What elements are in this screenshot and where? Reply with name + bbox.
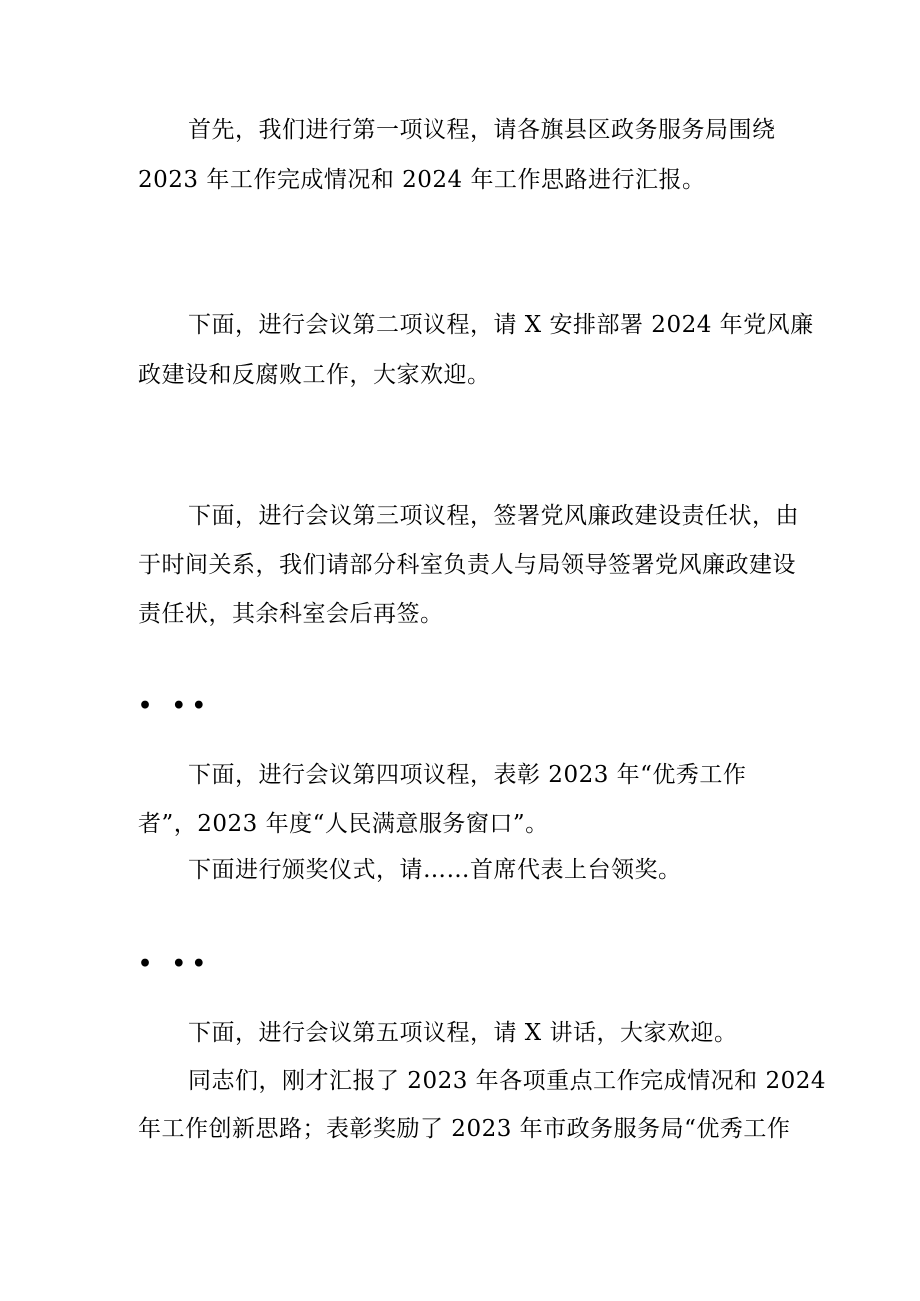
separator-dots-2: • ••: [138, 951, 212, 977]
paragraph-2-line-2: 政建设和反腐败工作，大家欢迎。: [138, 362, 491, 388]
paragraph-3-line-1: 下面，进行会议第三项议程，签署党风廉政建设责任状，由: [188, 503, 799, 529]
paragraph-1-line-1: 首先，我们进行第一项议程，请各旗县区政务服务局围绕: [188, 117, 776, 143]
paragraph-5-line-2: 同志们，刚才汇报了 2023 年各项重点工作完成情况和 2024: [188, 1068, 826, 1094]
paragraph-3-line-3: 责任状，其余科室会后再签。: [138, 601, 444, 627]
paragraph-5-line-1: 下面，进行会议第五项议程，请 X 讲话，大家欢迎。: [188, 1020, 738, 1046]
paragraph-5-line-3: 年工作创新思路；表彰奖励了 2023 年市政务服务局“优秀工作: [138, 1116, 791, 1142]
separator-dots-1: • ••: [138, 693, 212, 719]
paragraph-4-line-2: 者”，2023 年度“人民满意服务窗口”。: [138, 811, 549, 837]
paragraph-2-line-1: 下面，进行会议第二项议程，请 X 安排部署 2024 年党风廉: [188, 312, 814, 338]
paragraph-4-line-3: 下面进行颁奖仪式，请……首席代表上台领奖。: [188, 857, 682, 883]
paragraph-1-line-2: 2023 年工作完成情况和 2024 年工作思路进行汇报。: [138, 167, 706, 193]
paragraph-3-line-2: 于时间关系，我们请部分科室负责人与局领导签署党风廉政建设: [138, 552, 796, 578]
paragraph-4-line-1: 下面，进行会议第四项议程，表彰 2023 年“优秀工作: [188, 762, 747, 788]
